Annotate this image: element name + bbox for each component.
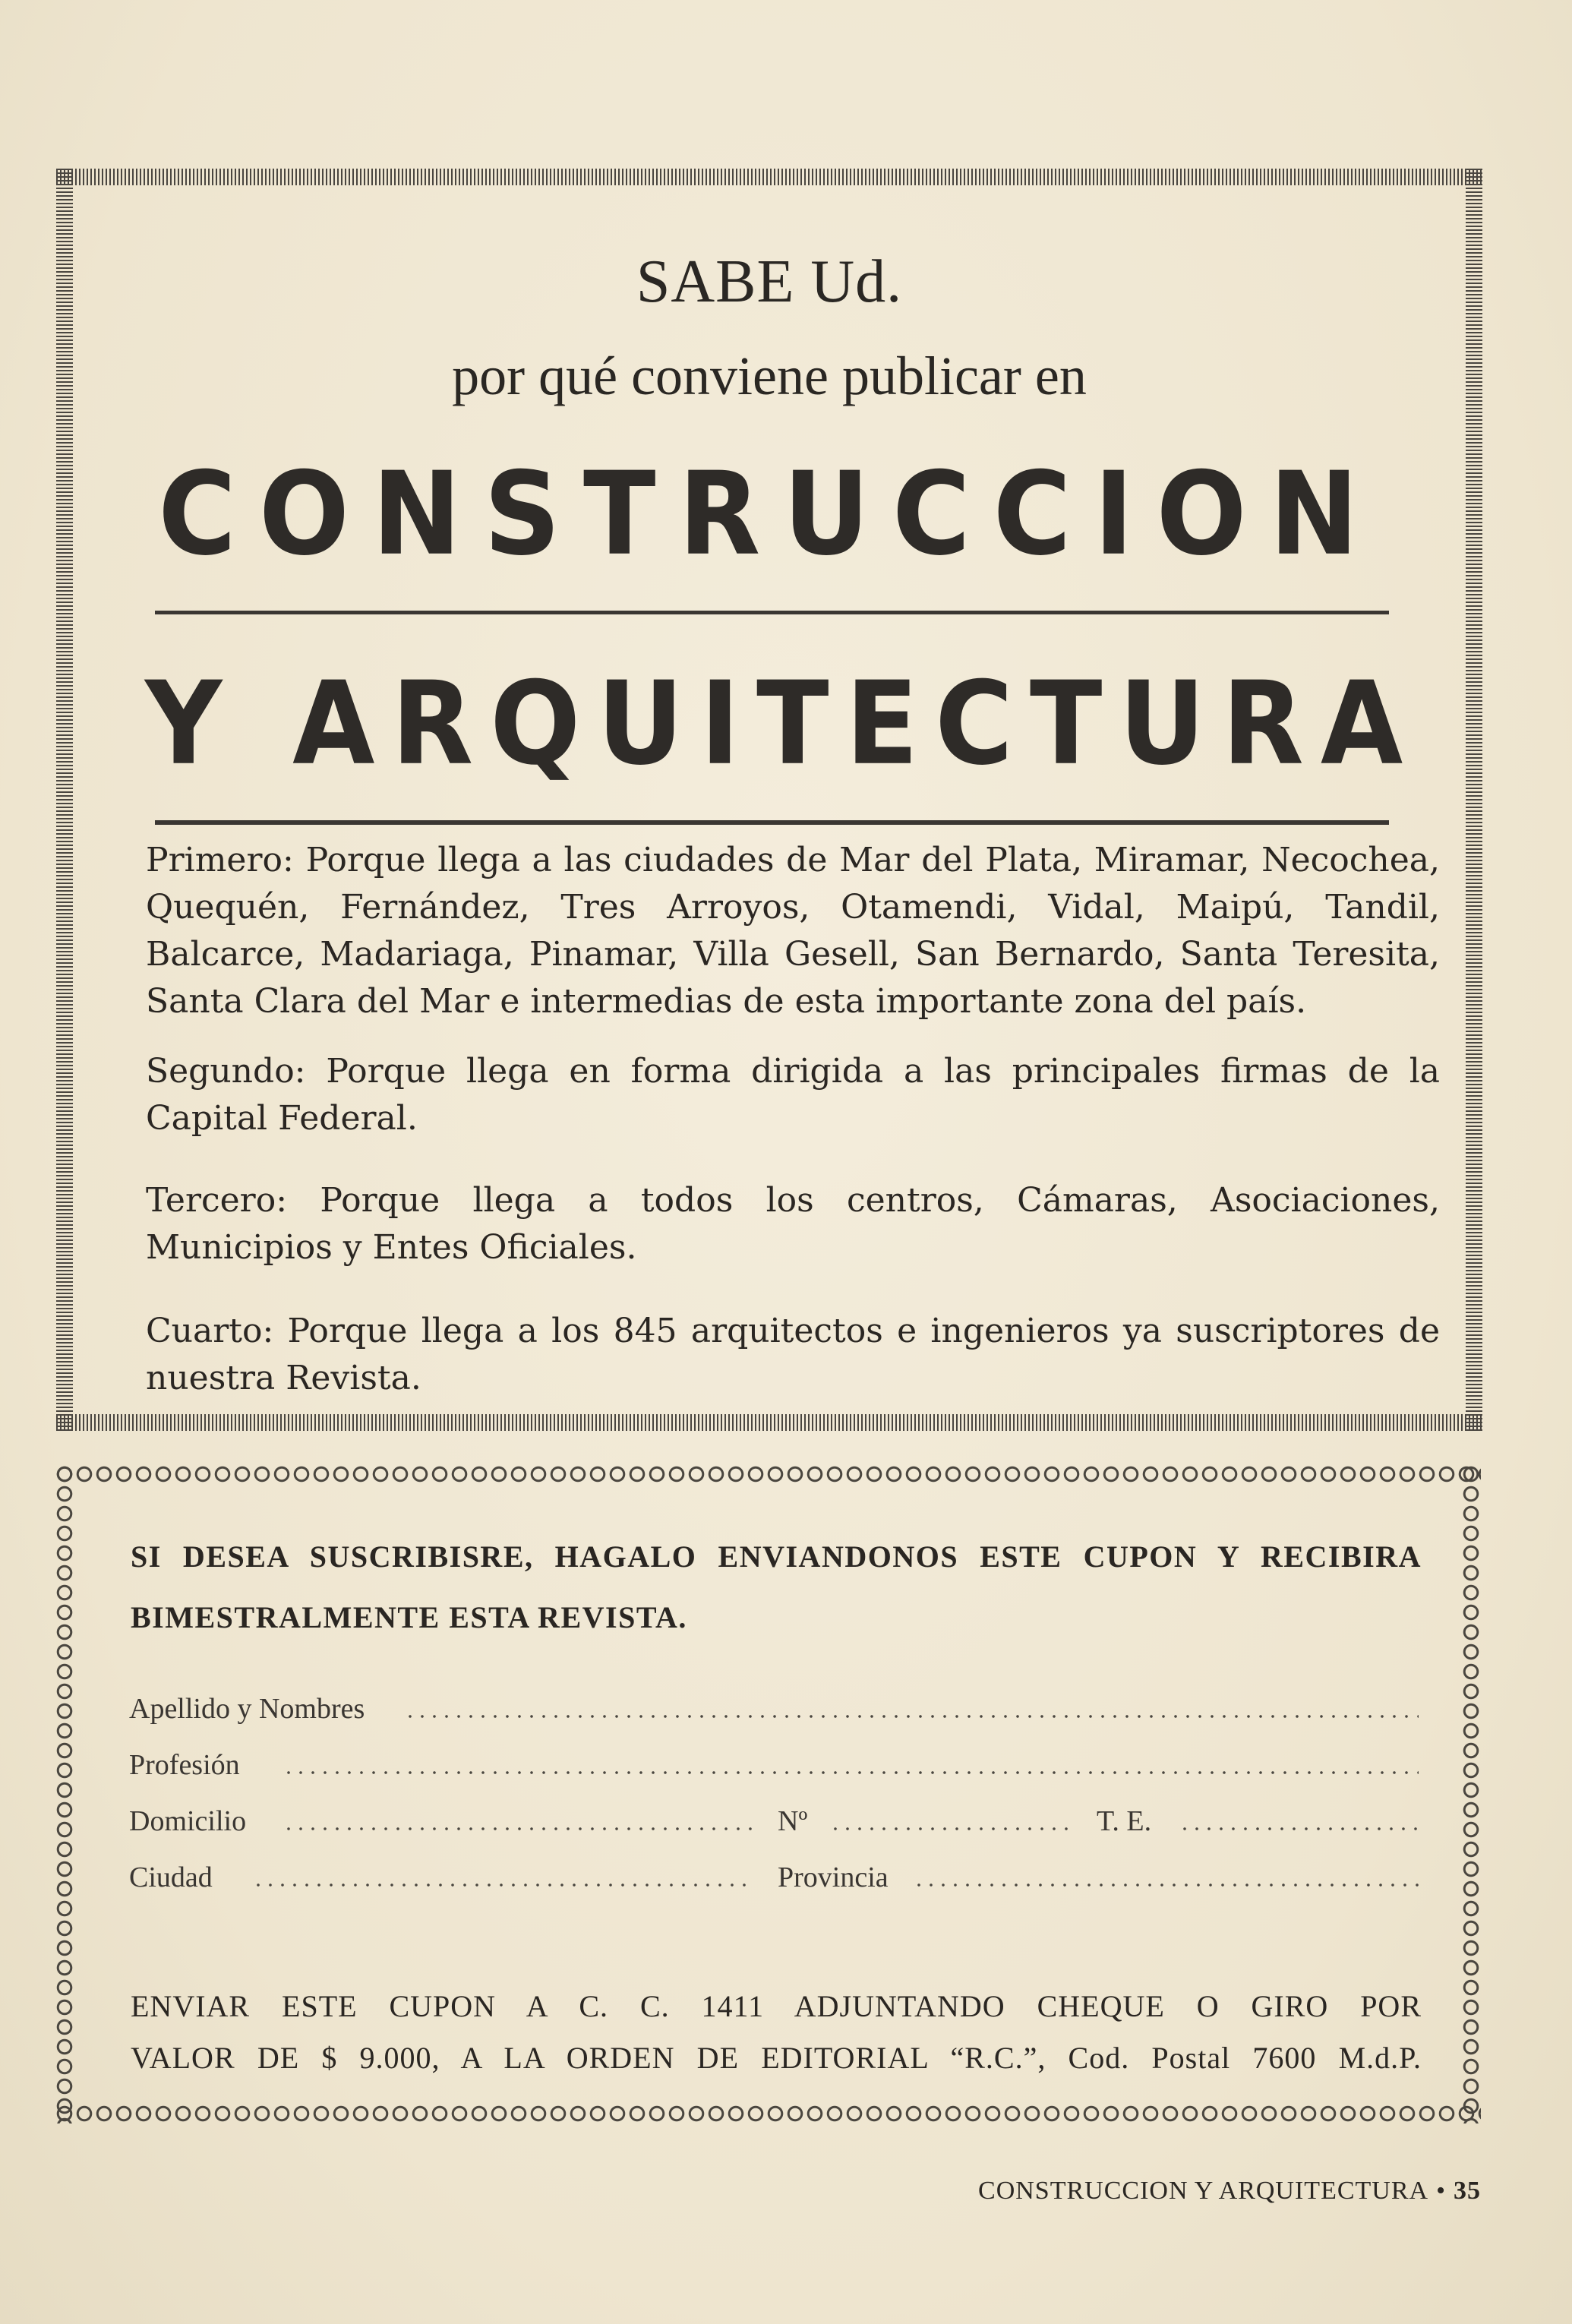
profession-field[interactable]: [283, 1771, 1419, 1774]
address-label: Domicilio: [129, 1805, 247, 1837]
coupon-border-top: [55, 1464, 1481, 1484]
frame-border-bottom: [56, 1414, 1482, 1431]
profession-label: Profesión: [129, 1749, 240, 1781]
page-footer: [978, 2177, 1481, 2206]
coupon-border-left: [55, 1464, 74, 2123]
reason-paragraph-4: Cuarto: Porque llega a los 845 arquitectos e ingenieros ya suscriptores de nuestra Revista.: [146, 1312, 1440, 1397]
footer-magazine-name: CONSTRUCCION Y ARQUITECTURA: [978, 2177, 1429, 2205]
reason-paragraph-2: Segundo: Porque llega en forma dirigida a las principales firmas de la Capital Federal.: [146, 1052, 1440, 1138]
reason-paragraph-1: Primero: Porque llega a las ciudades de Mar del Plata, Miramar, Necochea, Quequén, Fernández, Tres Arroyos, Otamendi, Vidal, Maipú, Tandil, Balcarce, Madariaga, Pinamar, Villa Gesell, San Bernardo, Santa Teresita, Santa Clara del Mar e intermedias de esta importante zona del país.: [146, 841, 1440, 1021]
advertisement-frame: [56, 169, 1482, 1431]
name-label: Apellido y Nombres: [129, 1693, 365, 1725]
brand-underline: [155, 820, 1389, 825]
frame-border-right: [1466, 169, 1482, 1431]
advertisement-content: [73, 185, 1466, 1414]
ad-subheading: por qué conviene publicar en: [452, 346, 1087, 406]
frame-border-left: [56, 169, 73, 1431]
ad-heading: SABE Ud.: [636, 248, 903, 315]
frame-border-top: [56, 169, 1482, 185]
brand-title-line-2: Y ARQUITECTURA: [145, 657, 1420, 791]
number-field[interactable]: [829, 1827, 1069, 1830]
phone-field[interactable]: [1179, 1827, 1419, 1830]
phone-label: T. E.: [1097, 1805, 1152, 1837]
province-label: Provincia: [778, 1861, 889, 1893]
brand-divider: [155, 611, 1389, 614]
coupon-heading: SI DESEA SUSCRIBISRE, HAGALO ENVIANDONOS ESTE CUPON Y RECIBIRA BIMESTRALMENTE ESTA REVISTA.: [131, 1539, 1422, 1634]
coupon-border-bottom: [55, 2104, 1481, 2123]
brand-title-line-1: CONSTRUCCION: [158, 447, 1381, 582]
coupon-border-right: [1461, 1464, 1481, 2123]
coupon-instructions-line-2: VALOR DE $ 9.000, A LA ORDEN DE EDITORIAL “R.C.”, Cod. Postal 7600 M.d.P.: [131, 2041, 1422, 2075]
province-field[interactable]: [913, 1884, 1419, 1887]
subscription-coupon: [55, 1464, 1481, 2123]
address-field[interactable]: [283, 1827, 753, 1830]
page-number: 35: [1454, 2177, 1481, 2205]
city-label: Ciudad: [129, 1861, 213, 1893]
footer-separator: •: [1436, 2177, 1446, 2205]
city-field[interactable]: [252, 1884, 753, 1887]
name-field[interactable]: [404, 1715, 1419, 1718]
reason-paragraph-3: Tercero: Porque llega a todos los centros, Cámaras, Asociaciones, Municipios y Entes Oficiales.: [146, 1181, 1440, 1267]
coupon-instructions-line-1: ENVIAR ESTE CUPON A C. C. 1411 ADJUNTANDO CHEQUE O GIRO POR: [131, 1989, 1422, 2023]
number-label: Nº: [778, 1805, 808, 1837]
